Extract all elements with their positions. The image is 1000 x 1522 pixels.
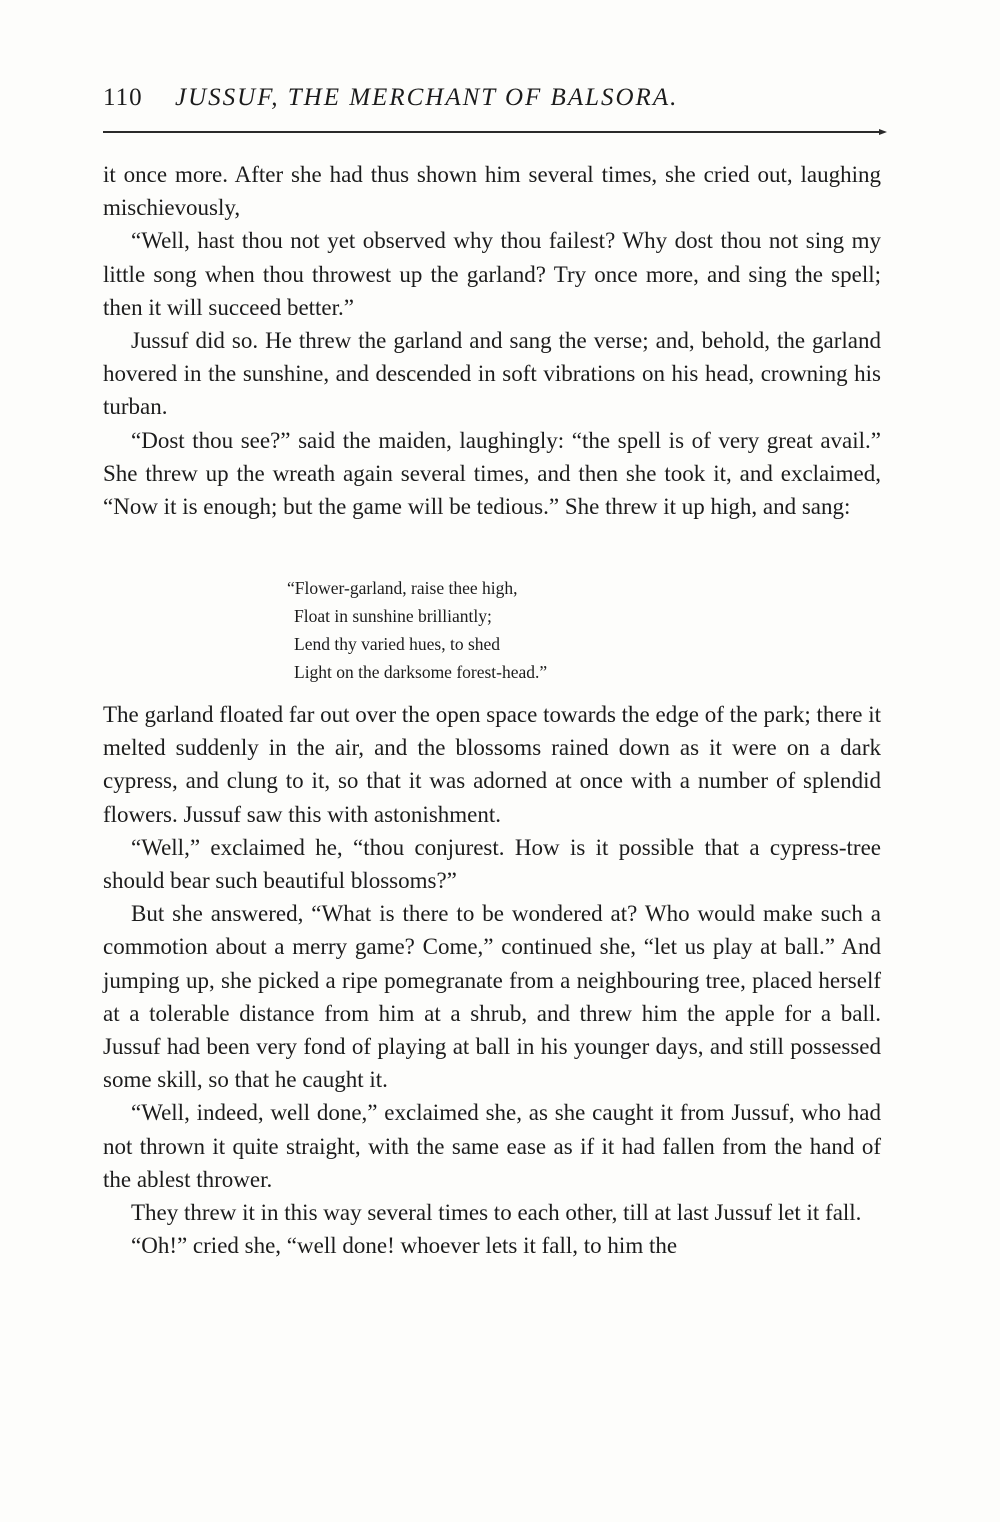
verse-line: Lend thy varied hues, to shed [294, 634, 501, 654]
page-number: 110 [103, 84, 143, 111]
running-title: JUSSUF, THE MERCHANT OF BALSORA. [175, 84, 679, 111]
paragraph-continuation: it once more. After she had thus shown him several times, she cried out, laughing mischievously, [103, 162, 881, 221]
paragraph: But she answered, “What is there to be wondered at? Who would make such a commotion about a merry game? Come,” continued she, “let us play at ball.” And jumping up, she picked a ripe pomegranate from a neighbouring tree, placed herself at a tolerable distance from him at a shrub, and threw him the apple for a ball. Jussuf had been very fond of playing at ball in his younger days, and still possessed some skill, so that he caught it. [103, 901, 881, 1093]
paragraph: “Oh!” cried she, “well done! whoever lets it fall, to him the [131, 1233, 678, 1259]
running-head [103, 84, 883, 124]
verse-block [287, 574, 707, 686]
paragraph: The garland floated far out over the open space towards the edge of the park; there it melted suddenly in the air, and the blossoms rained down as it were on a dark cypress, and clung to it, so that it was adorned at once with a number of splendid flowers. Jussuf saw this with astonishment. [103, 702, 881, 827]
verse-line: Light on the darksome forest-head.” [294, 662, 548, 682]
header-rule [103, 131, 881, 133]
verse-line: Float in sunshine brilliantly; [294, 606, 492, 626]
paragraph: Jussuf did so. He threw the garland and sang the verse; and, behold, the garland hovered in the sunshine, and descended in soft vibrations on his head, crowning his turban. [103, 328, 881, 420]
paragraph: “Well,” exclaimed he, “thou conjurest. How is it possible that a cypress-tree should bear such beautiful blossoms?” [103, 834, 881, 894]
text-before-verse [103, 158, 881, 523]
verse-line: “Flower-garland, raise thee high, [287, 578, 518, 598]
paragraph: They threw it in this way several times to each other, till at last Jussuf let it fall. [131, 1200, 862, 1226]
text-after-verse [103, 698, 881, 1262]
paragraph: “Well, indeed, well done,” exclaimed she, as she caught it from Jussuf, who had not thrown it quite straight, with the same ease as if it had fallen from the hand of the ablest thrower. [103, 1100, 881, 1192]
paragraph: “Dost thou see?” said the maiden, laughingly: “the spell is of very great avail.” She threw up the wreath again several times, and then she took it, and exclaimed, “Now it is enough; but the game will be tedious.” She threw it up high, and sang: [103, 427, 881, 520]
paragraph: “Well, hast thou not yet observed why thou failest? Why dost thou not sing my little song when thou throwest up the garland? Try once more, and sing the spell; then it will succeed better.” [103, 228, 881, 320]
